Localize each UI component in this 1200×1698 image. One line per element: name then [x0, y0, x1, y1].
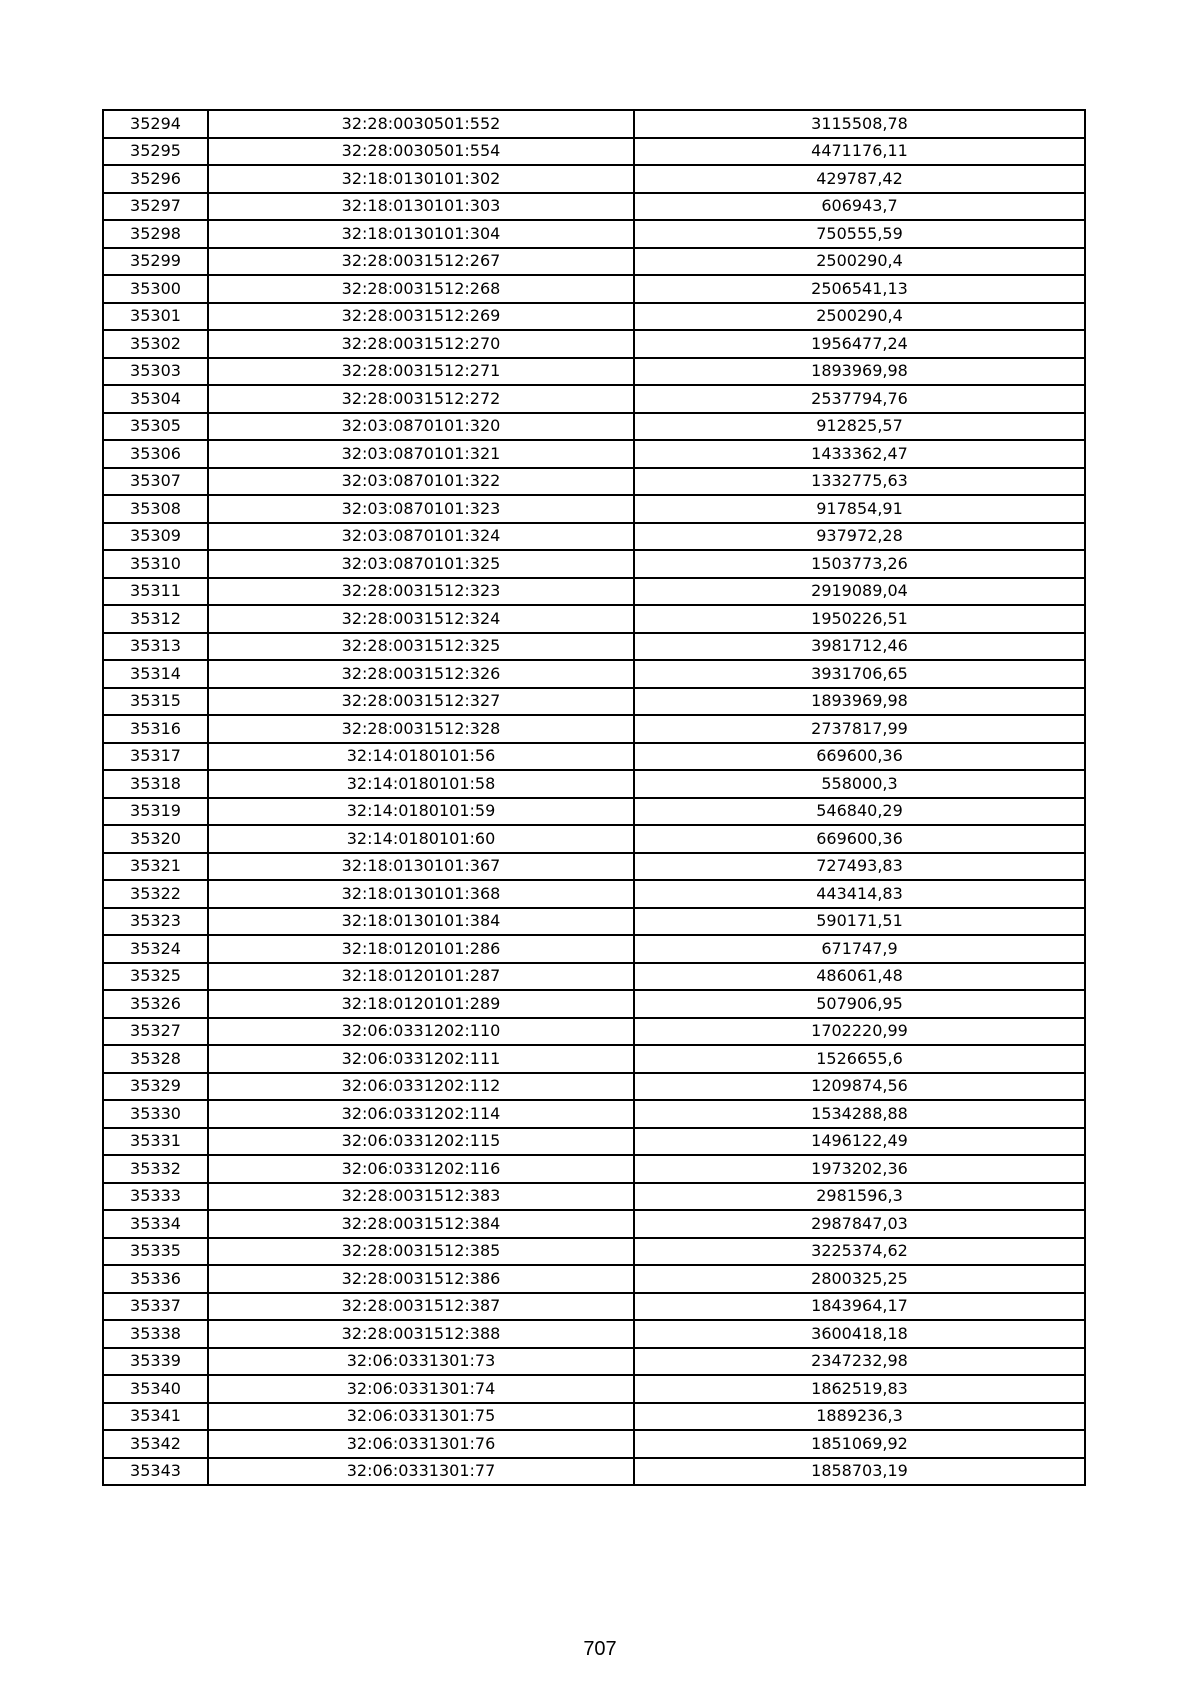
table-row: [103, 1183, 1085, 1211]
cadastral-value-cell: 2987847,03: [634, 1210, 1085, 1238]
row-number-cell: 35329: [103, 1073, 208, 1101]
cadastral-number-cell: 32:28:0031512:385: [208, 1238, 634, 1266]
row-number-cell: 35299: [103, 248, 208, 276]
cadastral-number-cell: 32:18:0120101:289: [208, 990, 634, 1018]
cadastral-value-cell: 2800325,25: [634, 1265, 1085, 1293]
cadastral-value-cell: 1862519,83: [634, 1375, 1085, 1403]
cadastral-value-cell: 671747,9: [634, 935, 1085, 963]
row-number-cell: 35305: [103, 413, 208, 441]
row-number-cell: 35343: [103, 1458, 208, 1486]
table-row: [103, 1293, 1085, 1321]
cadastral-value-cell: 1950226,51: [634, 605, 1085, 633]
cadastral-number-cell: 32:14:0180101:59: [208, 798, 634, 826]
cadastral-number-cell: 32:28:0031512:267: [208, 248, 634, 276]
cadastral-value-cell: 443414,83: [634, 880, 1085, 908]
cadastral-value-cell: 1858703,19: [634, 1458, 1085, 1486]
cadastral-value-cell: 1843964,17: [634, 1293, 1085, 1321]
cadastral-value-cell: 3931706,65: [634, 660, 1085, 688]
table-row: [103, 880, 1085, 908]
cadastral-value-cell: 1433362,47: [634, 440, 1085, 468]
cadastral-value-cell: 1973202,36: [634, 1155, 1085, 1183]
cadastral-value-cell: 2737817,99: [634, 715, 1085, 743]
cadastral-number-cell: 32:06:0331202:116: [208, 1155, 634, 1183]
row-number-cell: 35331: [103, 1128, 208, 1156]
row-number-cell: 35335: [103, 1238, 208, 1266]
row-number-cell: 35324: [103, 935, 208, 963]
table-row: [103, 908, 1085, 936]
cadastral-number-cell: 32:18:0130101:302: [208, 165, 634, 193]
table-row: [103, 1403, 1085, 1431]
table-row: [103, 1210, 1085, 1238]
cadastral-value-cell: 1893969,98: [634, 688, 1085, 716]
cadastral-number-cell: 32:28:0031512:272: [208, 385, 634, 413]
row-number-cell: 35318: [103, 770, 208, 798]
row-number-cell: 35301: [103, 303, 208, 331]
row-number-cell: 35337: [103, 1293, 208, 1321]
row-number-cell: 35322: [103, 880, 208, 908]
cadastral-number-cell: 32:03:0870101:324: [208, 523, 634, 551]
table-row: [103, 495, 1085, 523]
cadastral-value-table: [102, 109, 1086, 1486]
row-number-cell: 35300: [103, 275, 208, 303]
cadastral-number-cell: 32:28:0031512:388: [208, 1320, 634, 1348]
row-number-cell: 35321: [103, 853, 208, 881]
table-row: [103, 1073, 1085, 1101]
cadastral-number-cell: 32:28:0031512:324: [208, 605, 634, 633]
cadastral-value-cell: 937972,28: [634, 523, 1085, 551]
cadastral-number-cell: 32:14:0180101:56: [208, 743, 634, 771]
table-row: [103, 358, 1085, 386]
cadastral-number-cell: 32:28:0031512:325: [208, 633, 634, 661]
cadastral-number-cell: 32:28:0031512:327: [208, 688, 634, 716]
cadastral-number-cell: 32:18:0120101:287: [208, 963, 634, 991]
table-row: [103, 990, 1085, 1018]
cadastral-value-cell: 3981712,46: [634, 633, 1085, 661]
table-row: [103, 963, 1085, 991]
row-number-cell: 35306: [103, 440, 208, 468]
row-number-cell: 35339: [103, 1348, 208, 1376]
row-number-cell: 35302: [103, 330, 208, 358]
table-row: [103, 688, 1085, 716]
table-row: [103, 468, 1085, 496]
cadastral-number-cell: 32:28:0031512:269: [208, 303, 634, 331]
table-body: [103, 110, 1085, 1485]
row-number-cell: 35342: [103, 1430, 208, 1458]
table-row: [103, 275, 1085, 303]
row-number-cell: 35315: [103, 688, 208, 716]
cadastral-value-cell: 486061,48: [634, 963, 1085, 991]
cadastral-number-cell: 32:03:0870101:322: [208, 468, 634, 496]
row-number-cell: 35328: [103, 1045, 208, 1073]
cadastral-value-cell: 3225374,62: [634, 1238, 1085, 1266]
cadastral-value-cell: 2537794,76: [634, 385, 1085, 413]
table-row: [103, 303, 1085, 331]
table-row: [103, 413, 1085, 441]
cadastral-value-cell: 912825,57: [634, 413, 1085, 441]
table-row: [103, 385, 1085, 413]
cadastral-number-cell: 32:06:0331301:76: [208, 1430, 634, 1458]
cadastral-value-cell: 558000,3: [634, 770, 1085, 798]
cadastral-value-cell: 750555,59: [634, 220, 1085, 248]
table-row: [103, 660, 1085, 688]
cadastral-number-cell: 32:06:0331202:114: [208, 1100, 634, 1128]
table-row: [103, 440, 1085, 468]
cadastral-value-cell: 507906,95: [634, 990, 1085, 1018]
cadastral-value-cell: 2347232,98: [634, 1348, 1085, 1376]
table-row: [103, 1045, 1085, 1073]
row-number-cell: 35294: [103, 110, 208, 138]
cadastral-value-cell: 669600,36: [634, 825, 1085, 853]
data-table-container: [102, 109, 1084, 1486]
cadastral-number-cell: 32:28:0031512:384: [208, 1210, 634, 1238]
row-number-cell: 35312: [103, 605, 208, 633]
table-row: [103, 193, 1085, 221]
table-row: [103, 1128, 1085, 1156]
table-row: [103, 330, 1085, 358]
cadastral-value-cell: 1851069,92: [634, 1430, 1085, 1458]
cadastral-number-cell: 32:06:0331202:110: [208, 1018, 634, 1046]
row-number-cell: 35308: [103, 495, 208, 523]
cadastral-number-cell: 32:18:0130101:304: [208, 220, 634, 248]
cadastral-value-cell: 669600,36: [634, 743, 1085, 771]
row-number-cell: 35314: [103, 660, 208, 688]
cadastral-value-cell: 3600418,18: [634, 1320, 1085, 1348]
table-row: [103, 935, 1085, 963]
table-row: [103, 1320, 1085, 1348]
cadastral-number-cell: 32:28:0030501:554: [208, 138, 634, 166]
cadastral-number-cell: 32:03:0870101:320: [208, 413, 634, 441]
cadastral-value-cell: 2500290,4: [634, 248, 1085, 276]
cadastral-number-cell: 32:18:0130101:303: [208, 193, 634, 221]
cadastral-number-cell: 32:28:0031512:326: [208, 660, 634, 688]
cadastral-number-cell: 32:18:0130101:368: [208, 880, 634, 908]
row-number-cell: 35326: [103, 990, 208, 1018]
cadastral-number-cell: 32:06:0331301:77: [208, 1458, 634, 1486]
table-row: [103, 715, 1085, 743]
cadastral-value-cell: 429787,42: [634, 165, 1085, 193]
cadastral-number-cell: 32:18:0130101:384: [208, 908, 634, 936]
row-number-cell: 35304: [103, 385, 208, 413]
row-number-cell: 35325: [103, 963, 208, 991]
row-number-cell: 35296: [103, 165, 208, 193]
row-number-cell: 35310: [103, 550, 208, 578]
table-row: [103, 220, 1085, 248]
cadastral-number-cell: 32:03:0870101:321: [208, 440, 634, 468]
row-number-cell: 35317: [103, 743, 208, 771]
table-row: [103, 1265, 1085, 1293]
table-row: [103, 578, 1085, 606]
row-number-cell: 35338: [103, 1320, 208, 1348]
cadastral-number-cell: 32:28:0031512:268: [208, 275, 634, 303]
row-number-cell: 35320: [103, 825, 208, 853]
cadastral-number-cell: 32:28:0030501:552: [208, 110, 634, 138]
cadastral-value-cell: 2506541,13: [634, 275, 1085, 303]
table-row: [103, 1458, 1085, 1486]
row-number-cell: 35327: [103, 1018, 208, 1046]
cadastral-value-cell: 1893969,98: [634, 358, 1085, 386]
cadastral-value-cell: 727493,83: [634, 853, 1085, 881]
table-row: [103, 1018, 1085, 1046]
row-number-cell: 35307: [103, 468, 208, 496]
cadastral-number-cell: 32:06:0331202:115: [208, 1128, 634, 1156]
cadastral-value-cell: 1332775,63: [634, 468, 1085, 496]
table-row: [103, 1348, 1085, 1376]
cadastral-value-cell: 2981596,3: [634, 1183, 1085, 1211]
cadastral-value-cell: 1534288,88: [634, 1100, 1085, 1128]
cadastral-value-cell: 1889236,3: [634, 1403, 1085, 1431]
cadastral-number-cell: 32:06:0331301:74: [208, 1375, 634, 1403]
cadastral-number-cell: 32:03:0870101:323: [208, 495, 634, 523]
table-row: [103, 798, 1085, 826]
row-number-cell: 35295: [103, 138, 208, 166]
cadastral-value-cell: 1526655,6: [634, 1045, 1085, 1073]
table-row: [103, 248, 1085, 276]
cadastral-value-cell: 917854,91: [634, 495, 1085, 523]
row-number-cell: 35319: [103, 798, 208, 826]
row-number-cell: 35334: [103, 1210, 208, 1238]
table-row: [103, 853, 1085, 881]
table-row: [103, 1375, 1085, 1403]
cadastral-number-cell: 32:18:0120101:286: [208, 935, 634, 963]
row-number-cell: 35311: [103, 578, 208, 606]
cadastral-value-cell: 2500290,4: [634, 303, 1085, 331]
cadastral-value-cell: 4471176,11: [634, 138, 1085, 166]
table-row: [103, 605, 1085, 633]
cadastral-number-cell: 32:28:0031512:270: [208, 330, 634, 358]
table-row: [103, 1430, 1085, 1458]
cadastral-number-cell: 32:06:0331202:111: [208, 1045, 634, 1073]
table-row: [103, 110, 1085, 138]
table-row: [103, 743, 1085, 771]
cadastral-number-cell: 32:28:0031512:383: [208, 1183, 634, 1211]
cadastral-value-cell: 606943,7: [634, 193, 1085, 221]
table-row: [103, 633, 1085, 661]
table-row: [103, 1100, 1085, 1128]
cadastral-value-cell: 3115508,78: [634, 110, 1085, 138]
table-row: [103, 825, 1085, 853]
cadastral-value-cell: 2919089,04: [634, 578, 1085, 606]
table-row: [103, 165, 1085, 193]
row-number-cell: 35316: [103, 715, 208, 743]
cadastral-value-cell: 1496122,49: [634, 1128, 1085, 1156]
cadastral-number-cell: 32:28:0031512:323: [208, 578, 634, 606]
table-row: [103, 770, 1085, 798]
row-number-cell: 35336: [103, 1265, 208, 1293]
row-number-cell: 35313: [103, 633, 208, 661]
cadastral-number-cell: 32:14:0180101:60: [208, 825, 634, 853]
row-number-cell: 35330: [103, 1100, 208, 1128]
cadastral-number-cell: 32:28:0031512:328: [208, 715, 634, 743]
row-number-cell: 35333: [103, 1183, 208, 1211]
row-number-cell: 35332: [103, 1155, 208, 1183]
cadastral-number-cell: 32:06:0331202:112: [208, 1073, 634, 1101]
cadastral-number-cell: 32:28:0031512:387: [208, 1293, 634, 1321]
table-row: [103, 523, 1085, 551]
cadastral-value-cell: 1209874,56: [634, 1073, 1085, 1101]
row-number-cell: 35341: [103, 1403, 208, 1431]
table-row: [103, 1238, 1085, 1266]
cadastral-number-cell: 32:18:0130101:367: [208, 853, 634, 881]
row-number-cell: 35340: [103, 1375, 208, 1403]
row-number-cell: 35297: [103, 193, 208, 221]
cadastral-number-cell: 32:06:0331301:73: [208, 1348, 634, 1376]
cadastral-value-cell: 1956477,24: [634, 330, 1085, 358]
table-row: [103, 1155, 1085, 1183]
cadastral-value-cell: 1702220,99: [634, 1018, 1085, 1046]
cadastral-number-cell: 32:28:0031512:271: [208, 358, 634, 386]
row-number-cell: 35303: [103, 358, 208, 386]
cadastral-value-cell: 1503773,26: [634, 550, 1085, 578]
cadastral-number-cell: 32:06:0331301:75: [208, 1403, 634, 1431]
page-number: 707: [583, 1638, 617, 1660]
row-number-cell: 35309: [103, 523, 208, 551]
row-number-cell: 35298: [103, 220, 208, 248]
cadastral-number-cell: 32:14:0180101:58: [208, 770, 634, 798]
cadastral-value-cell: 546840,29: [634, 798, 1085, 826]
cadastral-number-cell: 32:28:0031512:386: [208, 1265, 634, 1293]
row-number-cell: 35323: [103, 908, 208, 936]
table-row: [103, 138, 1085, 166]
cadastral-value-cell: 590171,51: [634, 908, 1085, 936]
table-row: [103, 550, 1085, 578]
cadastral-number-cell: 32:03:0870101:325: [208, 550, 634, 578]
